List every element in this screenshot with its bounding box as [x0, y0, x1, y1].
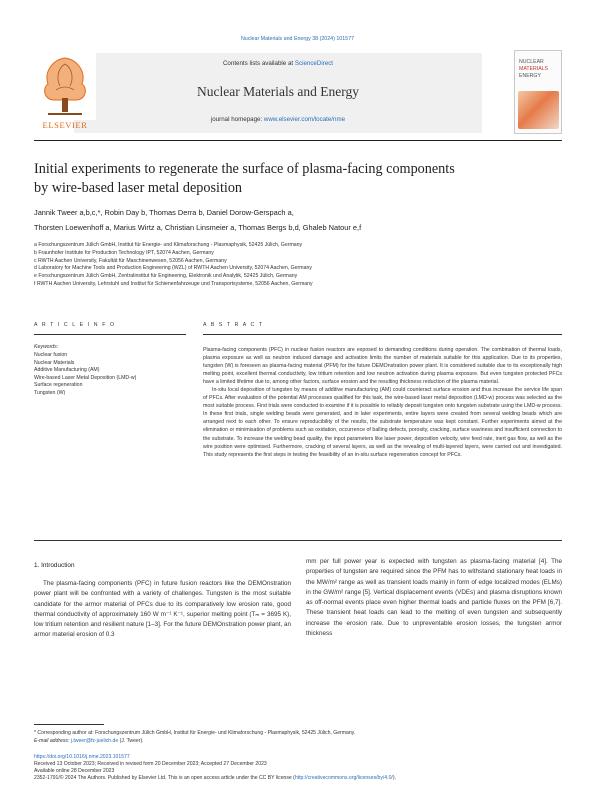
license-text: 2352-1791/© 2024 The Authors. Published by Elsevier Ltd. This is an open access article under the CC BY license ( — [34, 775, 295, 782]
available-online: Available online 28 December 2023 — [34, 768, 115, 775]
homepage-prefix: journal homepage: — [210, 116, 264, 123]
cover-artwork — [518, 91, 559, 129]
journal-title: Nuclear Materials and Energy — [196, 84, 360, 99]
article-title-line-2: by wire-based laser metal deposition — [34, 180, 243, 196]
affiliations — [34, 242, 562, 289]
sciencedirect-link[interactable]: ScienceDirect — [294, 60, 334, 67]
keyword-item: Nuclear fusion — [34, 352, 68, 358]
affiliation-e: e Forschungszentrum Jülich GmbH, Zentralinstitut für Engineering, Elektronik und Analytik, 52425 Jülich, Germany — [34, 273, 298, 280]
affiliation-d: d Laboratory for Machine Tools and Production Engineering (WZL) of RWTH Aachen University, 52074 Aachen, Germany — [34, 265, 312, 272]
article-info-rule — [34, 334, 186, 335]
corresponding-author-note — [34, 730, 562, 745]
article-title — [34, 160, 562, 198]
keyword-item: Surface regeneration — [34, 382, 83, 389]
homepage-link[interactable]: www.elsevier.com/locate/nme — [263, 116, 346, 123]
abstract-rule — [203, 334, 562, 335]
journal-cover-thumbnail[interactable] — [514, 50, 562, 134]
license-end: ). — [392, 775, 396, 782]
contents-line — [74, 60, 482, 67]
abstract-bottom-rule — [34, 540, 562, 541]
license-line — [34, 775, 562, 782]
section-heading-introduction: 1. Introduction — [34, 562, 75, 569]
affiliation-a: a Forschungszentrum Jülich GmbH, Institut für Energie- und Klimaforschung - Plasmaphysik, 52425 Jülich, Germany — [34, 242, 303, 248]
email-suffix: (J. Tweer). — [118, 737, 144, 744]
email-line — [34, 738, 562, 746]
doi-link[interactable]: https://doi.org/10.1016/j.nme.2023.101577 — [34, 754, 130, 760]
email-link[interactable]: j.tweer@fz-juelich.de — [70, 737, 119, 744]
keyword-list — [34, 352, 194, 398]
abstract-paragraph-2: In-situ local deposition of tungsten by means of additive manufacturing (AM) could counteract surface erosion and thus increase the service life span of PFCs. After evaluation of the potential AM processes qualified for this task, the wire-based laser metal deposition (LMD-w) process was selected as the most suitable process. First trials were conducted to examine if it is possible to reliably deposit tungsten onto tungsten substrate using the LMD-w process. In these first trials, single welding beads were generated, and in later experiments, entire layers were created from several welding beads which are arranged next to each other. To ensure reproducibility of the results, the substrate temperature was kept constant. Further experiments aimed at the elimination or minimisation of problems such as oxidation, occurrence of balling defects, porosity, cracking, surface waviness and insufficient connection to the substrate. To increase the welding bead quality, the input parameters like laser power, deposition velocity, wire feed rate, inert gas flow, as well as the wire position were optimised. Furthermore, cracking of several layers, as well as the revealing of multi-layered layers, were carried out and investigated. This study represents the first steps in testing the feasibility of an in-situ surface regeneration concept for PFCs. — [203, 387, 562, 458]
journal-citation[interactable]: Nuclear Materials and Energy 38 (2024) 101577 — [240, 36, 355, 42]
journal-homepage-line — [74, 116, 482, 123]
license-link[interactable]: http://creativecommons.org/licenses/by/4.0/ — [294, 775, 393, 782]
keyword-item: Wire-based Laser Metal Deposition (LMD-w) — [34, 374, 137, 381]
received-dates: Received 13 October 2023; Received in revised form 20 December 2023; Accepted 27 December 2023 — [34, 761, 267, 768]
affiliation-b: b Fraunhofer Institute for Production Technology IPT, 52074 Aachen, Germany — [34, 249, 214, 256]
cover-line-1: NUCLEAR — [519, 59, 544, 65]
keyword-item: Additive Manufacturing (AM) — [34, 367, 100, 374]
affiliation-c: c RWTH Aachen University, Fakultät für Maschinenwesen, 52056 Aachen, Germany — [34, 257, 227, 264]
author-list — [34, 206, 562, 235]
article-title-line-1: Initial experiments to regenerate the surface of plasma-facing components — [34, 161, 455, 177]
article-footer — [34, 754, 562, 782]
keyword-item: Nuclear Materials — [34, 359, 75, 366]
abstract-body — [203, 346, 562, 459]
article-info-heading: A R T I C L E I N F O — [34, 322, 116, 328]
header-rule — [34, 140, 562, 141]
cover-line-2: MATERIALS — [519, 66, 549, 72]
footnote-rule — [34, 724, 104, 725]
email-label: E-mail address: — [34, 737, 71, 744]
body-right-column: mm per full power year is expected with tungsten as plasma-facing material [4]. The properties of tungsten are required since the PFM has to withstand stationary heat loads in the MW/m² range as well as transient loads mainly in form of edge localized modes (ELMs) in the GW/m² range [5]. Vertical displacement events (VDEs) and plasma disruptions known as off-normal events place even higher thermal loads and particle fluxes on the PFM [6,7]. These transient heat loads can lead to the melting of even tungsten and subsequently increase the erosion rate. Due to unpreventable erosion losses, the tungsten armor thickness — [306, 558, 562, 637]
keyword-item: Tungsten (W) — [34, 389, 66, 396]
keywords-heading: Keywords: — [34, 344, 59, 350]
author-line-2[interactable]: Thorsten Loewenhoff a, Marius Wirtz a, Christian Linsmeier a, Thomas Bergs b,d, Ghaleb Natour e,f — [34, 222, 362, 232]
cover-line-3: ENERGY — [519, 73, 541, 79]
corresponding-author-line: * Corresponding author at: Forschungszentrum Jülich GmbH, Institut für Energie- und Klimaforschung - Plasmaphysik, 52425 Jülich, Germany. — [34, 730, 356, 736]
abstract-heading: A B S T R A C T — [203, 322, 264, 328]
publisher-wordmark: ELSEVIER — [42, 120, 88, 130]
abstract-paragraph-1: Plasma-facing components (PFC) in nuclear fusion reactors are exposed to demanding conditions during operation. The combination of thermal loads, plasma exposure as well as neutron induced damage and activation limits the number of materials suitable for this application. Due to its properties, tungsten (W) is foreseen as plasma-facing material (PFM) for the future DEMOnstration power plant. It is considered suitable due to its exceptionally high melting point, excellent thermal conductivity, low tritium retention and low neutron activation during plasma exposure. But even tungsten protected PFCs have a limited lifetime due to, among other factors, surface erosion and the resulting thickness reduction of the plasma material. — [203, 347, 562, 386]
body-left-column: The plasma-facing components (PFC) in future fusion reactors like the DEMOnstration power plant will be confronted with a variety of challenges. Tungsten is the most suitable candidate for the armor material of PFCs due to its comparatively low erosion rate, good thermal conductivity of approximately 160 W m⁻¹ K⁻¹, superior melting point (Tₘ = 3695 K), low tritium retention and resilient nature [1–3]. For the future DEMOnstration power plant, an armor material erosion of 0.3 — [34, 580, 291, 639]
affiliation-f: f RWTH Aachen University, Lehrstuhl und Institut für Schienenfahrzeuge und Transportsysteme, 52056 Aachen, Germany — [34, 280, 313, 287]
contents-prefix: Contents lists available at — [222, 60, 295, 67]
author-line-1[interactable]: Jannik Tweer a,b,c,*, Robin Day b, Thomas Derra b, Daniel Dorow-Gerspach a, — [34, 208, 294, 217]
